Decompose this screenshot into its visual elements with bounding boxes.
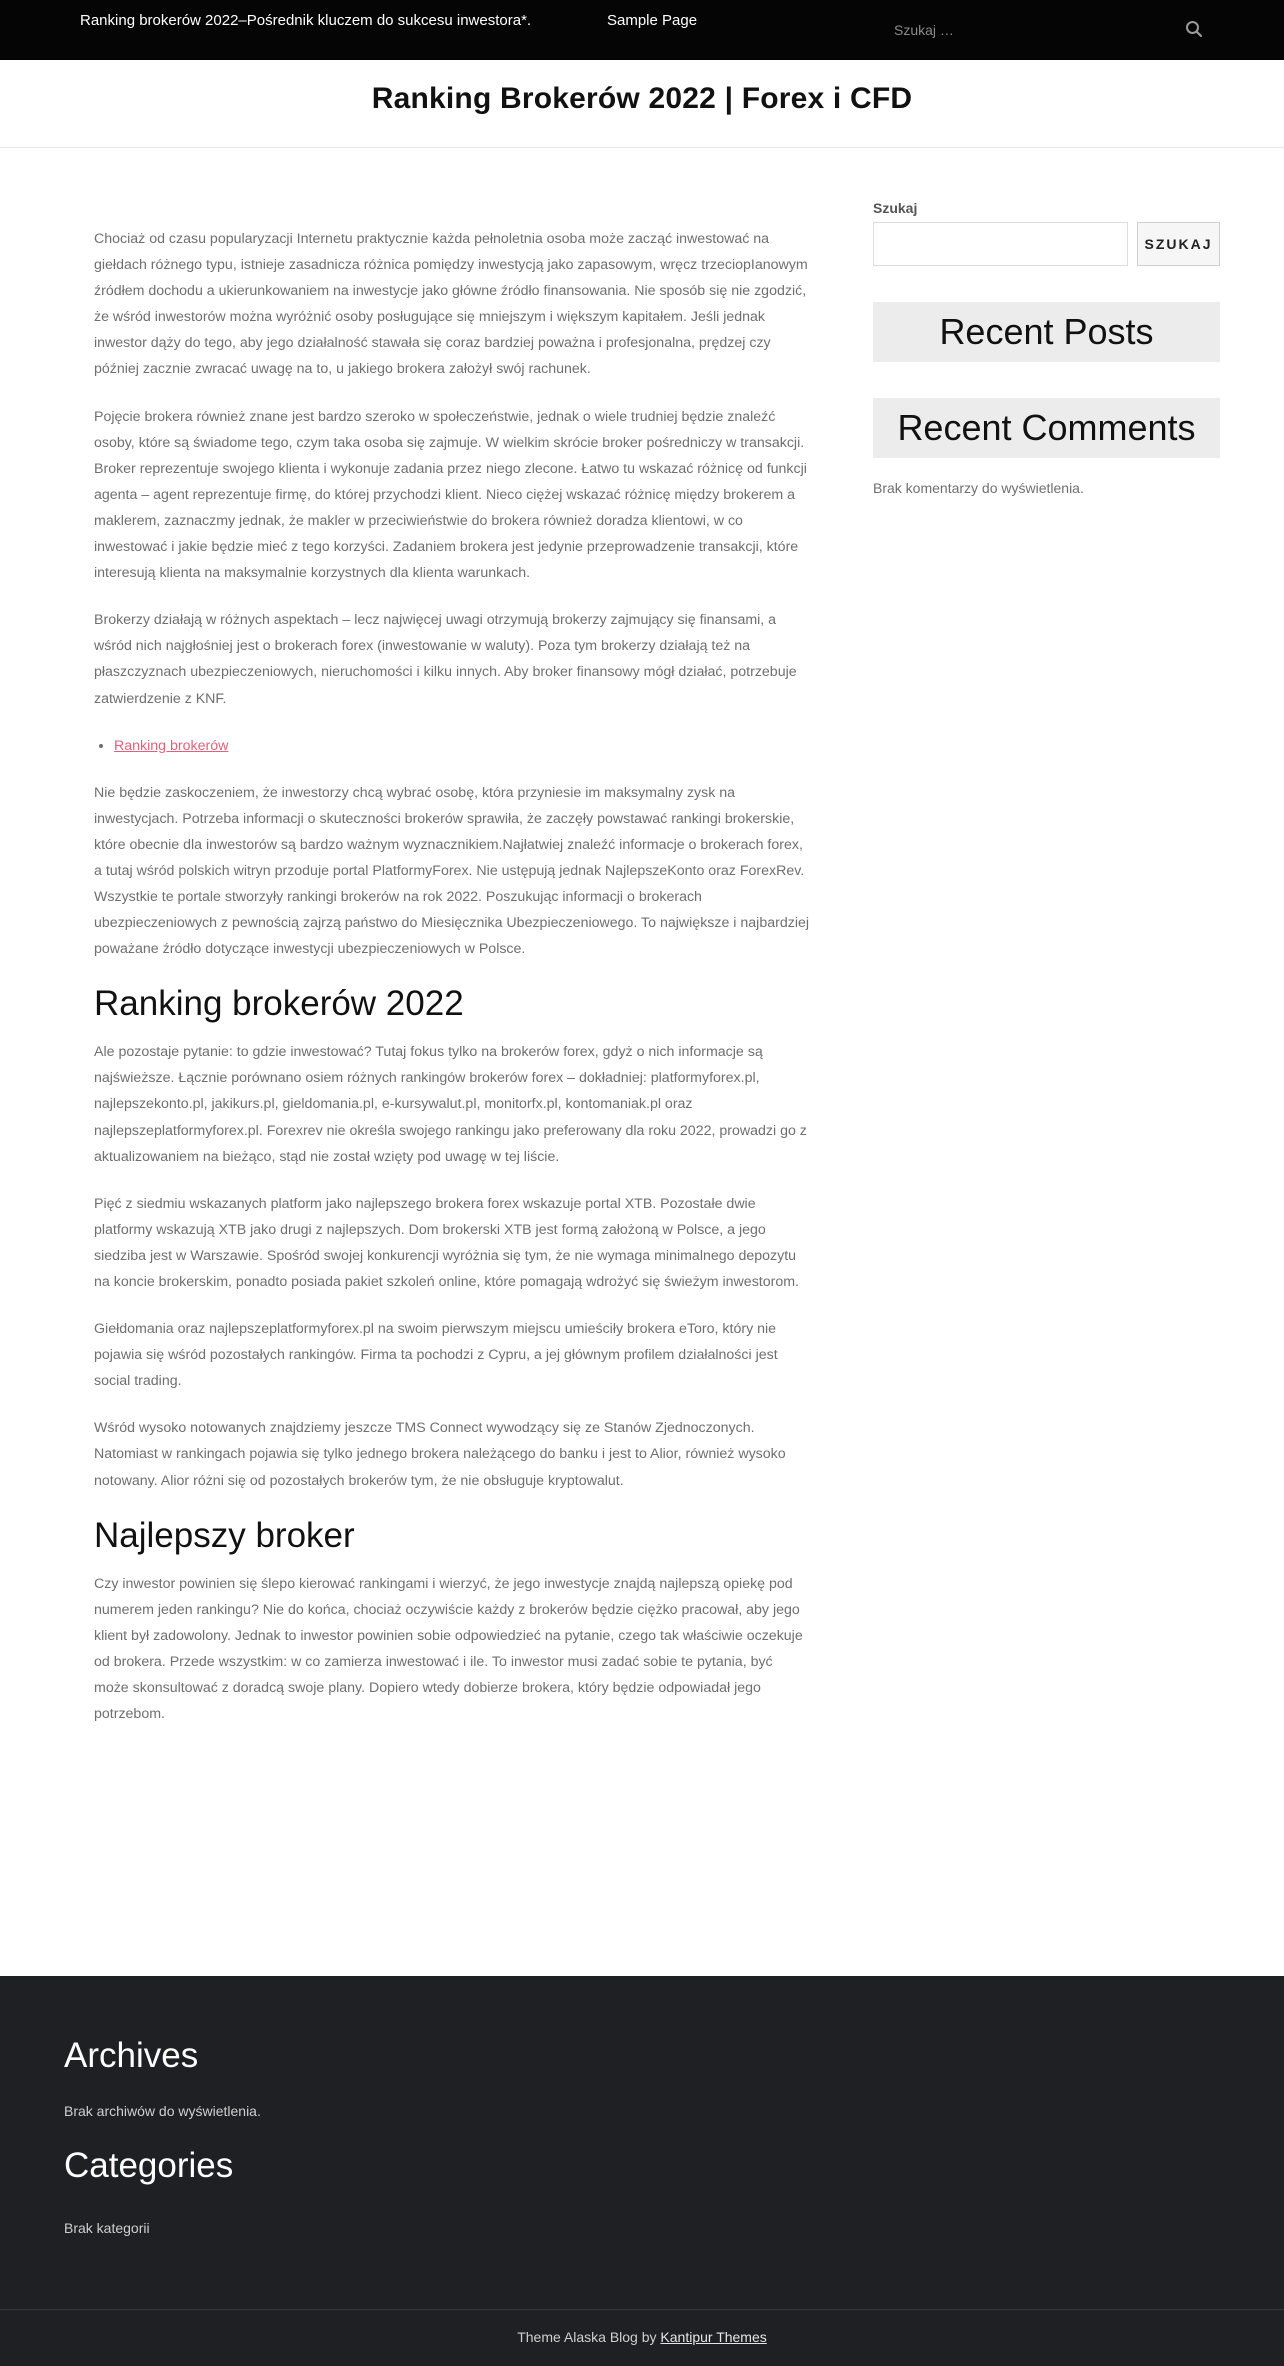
section-heading-ranking: Ranking brokerów 2022 [94,984,464,1024]
sidebar-search-input[interactable] [873,222,1128,266]
section-heading-best-broker: Najlepszy broker [94,1515,355,1555]
site-footer [0,1976,1284,2366]
archives-title: Archives [64,2036,199,2075]
article-paragraph: Brokerzy działają w różnych aspektach – lecz najwięcej uwagi otrzymują brokerzy zajmujący się finansami, a wśród nich najgłośniej jest o brokerach forex (inwestowanie w waluty). Poza tym brokerzy działają też na płaszczyznach ubezpieczeniowych, nieruchomości i kilku innych. Aby broker finansowy mógł działać, potrzebuje zatwierdzenie z KNF. [94,612,797,707]
article-paragraph: Chociaż od czasu popularyzacji Internetu praktycznie każda pełnoletnia osoba może zacząć inwestować na giełdach różnego typu, istnieje zasadnicza różnica pomiędzy inwestycją jako zapasowym, wręcz trzeciopIanowym źródłem dochodu a ukierunkowaniem na inwestycje jako główne źródło finansowania. Nie sposób się nie zgodzić, że wśród inwestorów można wyróżnić osoby posługujące się mniejszym i większym kapitałem. Jeśli jednak inwestor dąży do tego, aby jego działalność stawała się coraz bardziej poważna i profesjonalna, prędzej czy później zacznie zwracać uwagę na to, u jakiego brokera założył swój rachunek. [94,231,808,378]
no-comments-text: Brak komentarzy do wyświetlenia. [873,480,1084,496]
search-icon [1184,19,1204,39]
site-header [0,60,1284,148]
sidebar-search-form [873,222,1220,266]
link-list [114,733,810,759]
kantipur-themes-link[interactable]: Kantipur Themes [660,2329,767,2345]
archives-empty-text: Brak archiwów do wyświetlenia. [64,2103,261,2119]
categories-empty-text: Brak kategorii [64,2220,150,2236]
sidebar-search-button[interactable]: SZUKAJ [1137,222,1220,266]
article-paragraph: Pojęcie brokera również znane jest bardzo szeroko w społeczeństwie, jednak o wiele trudniej będzie znaleźć osoby, które są świadome tego, czym taka osoba się zajmuje. W wielkim skrócie broker pośredniczy w transakcji. Broker reprezentuje swojego klienta i wykonuje zadania przez niego zlecone. Łatwo tu wskazać różnicę od funkcji agenta – agent reprezentuje firmę, do której przychodzi klient. Nieco ciężej wskazać różnicę między brokerem a maklerem, zaznaczmy jednak, że makler w przeciwieństwie do brokera również doradza klientowi, w co inwestować i jakie będzie mieć z tego korzyści. Zadaniem brokera jest jedynie przeprowadzenie transakcji, które interesują klienta na maksymalnie korzystnych dla klienta warunkach. [94,408,807,582]
recent-comments-title: Recent Comments [873,398,1220,458]
top-navigation-bar [0,0,1284,60]
article-paragraph: Nie będzie zaskoczeniem, że inwestorzy chcą wybrać osobę, która przyniesie im maksymalny zysk na inwestycjach. Potrzeba informacji o skuteczności brokerów sprawiła, że zaczęły powstawać rankingi brokerskie, które obecnie dla inwestorów są bardzo ważnym wyznacznikiem.Najłatwiej znaleźć informacje o brokerach forex, a tutaj wśród polskich witryn przoduje portal PlatformyForex. Nie ustępują jednak NajlepszeKonto oraz ForexRev. Wszystkie te portale stworzyły rankingi brokerów na rok 2022. Poszukując informacji o brokerach ubezpieczeniowych z pewnością zajrzą państwo do Miesięcznika Ubezpieczeniowego. To największe i najbardziej poważane źródło dotyczące inwestycji ubezpieczeniowych w Polsce. [94,784,810,958]
list-item [114,733,810,759]
header-search-button[interactable] [1182,18,1206,42]
sidebar-search-label: Szukaj [873,200,918,216]
nav-link-home-post[interactable]: Ranking brokerów 2022–Pośrednik kluczem do sukcesu inwestora*. [80,12,532,29]
article-content [94,226,810,1748]
footer-credit [0,2329,1284,2345]
sidebar [873,200,1220,496]
site-title[interactable]: Ranking Brokerów 2022 | Forex i CFD [371,82,913,115]
categories-title: Categories [64,2146,234,2185]
article-paragraph: Czy inwestor powinien się ślepo kierować rankingami i wierzyć, że jego inwestycje znajdą najlepszą opiekę pod numerem jeden rankingu? Nie do końca, chociaż oczywiście każdy z brokerów będzie ciężko pracował, aby jego klient był zadowolony. Jednak to inwestor powinien sobie odpowiedzieć na pytanie, czego tak właściwie oczekuje od brokera. Przede wszystkim: w co zamierza inwestować i ile. To inwestor musi zadać sobie te pytania, być może skonsultować z doradcą swoje plany. Dopiero wtedy dobierze brokera, który będzie odpowiadał jego potrzebom. [94,1575,803,1723]
article-paragraph: Wśród wysoko notowanych znajdziemy jeszcze TMS Connect wywodzący się ze Stanów Zjednoczonych. Natomiast w rankingach pojawia się tylko jednego brokera należącego do banku i jest to Alior, również wysoko notowany. Alior różni się od pozostałych brokerów tym, że nie obsługuje kryptowalut. [94,1420,786,1489]
recent-posts-title: Recent Posts [873,302,1220,362]
article-paragraph: Giełdomania oraz najlepszeplatformyforex.pl na swoim pierwszym miejscu umieściły brokera eToro, który nie pojawia się wśród pozostałych rankingów. Firma ta pochodzi z Cypru, a jej głównym profilem działalności jest social trading. [94,1321,778,1390]
nav-link-sample-page[interactable]: Sample Page [607,12,698,29]
ranking-brokerow-link[interactable]: Ranking brokerów [114,737,229,754]
article-paragraph: Pięć z siedmiu wskazanych platform jako najlepszego brokera forex wskazuje portal XTB. Pozostałe dwie platformy wskazują XTB jako drugi z najlepszych. Dom brokerski XTB jest formą założoną w Polsce, a jego siedziba jest w Warszawie. Spośród swojej konkurencji wyróżnia się tym, że nie wymaga minimalnego depozytu na koncie brokerskim, ponadto posiada pakiet szkoleń online, które pomagają wdrożyć się świeżym inwestorom. [94,1195,799,1290]
footer-divider [0,2309,1284,2310]
article-paragraph: Ale pozostaje pytanie: to gdzie inwestować? Tutaj fokus tylko na brokerów forex, gdyż o nich informacje są najświeższe. Łącznie porównano osiem różnych rankingów brokerów forex – dokładniej: platformyforex.pl, najlepszekonto.pl, jakikurs.pl, gieldomania.pl, e-kursywalut.pl, monitorfx.pl, kontomaniak.pl oraz najlepszeplatformyforex.pl. Forexrev nie określa swojego rankingu jako preferowany dla roku 2022, prowadzi go z aktualizowaniem na bieżąco, stąd nie został wzięty pod uwagę w tej liście. [94,1044,807,1165]
header-search-input[interactable] [880,12,1210,48]
credit-prefix: Theme Alaska Blog by [517,2329,657,2345]
